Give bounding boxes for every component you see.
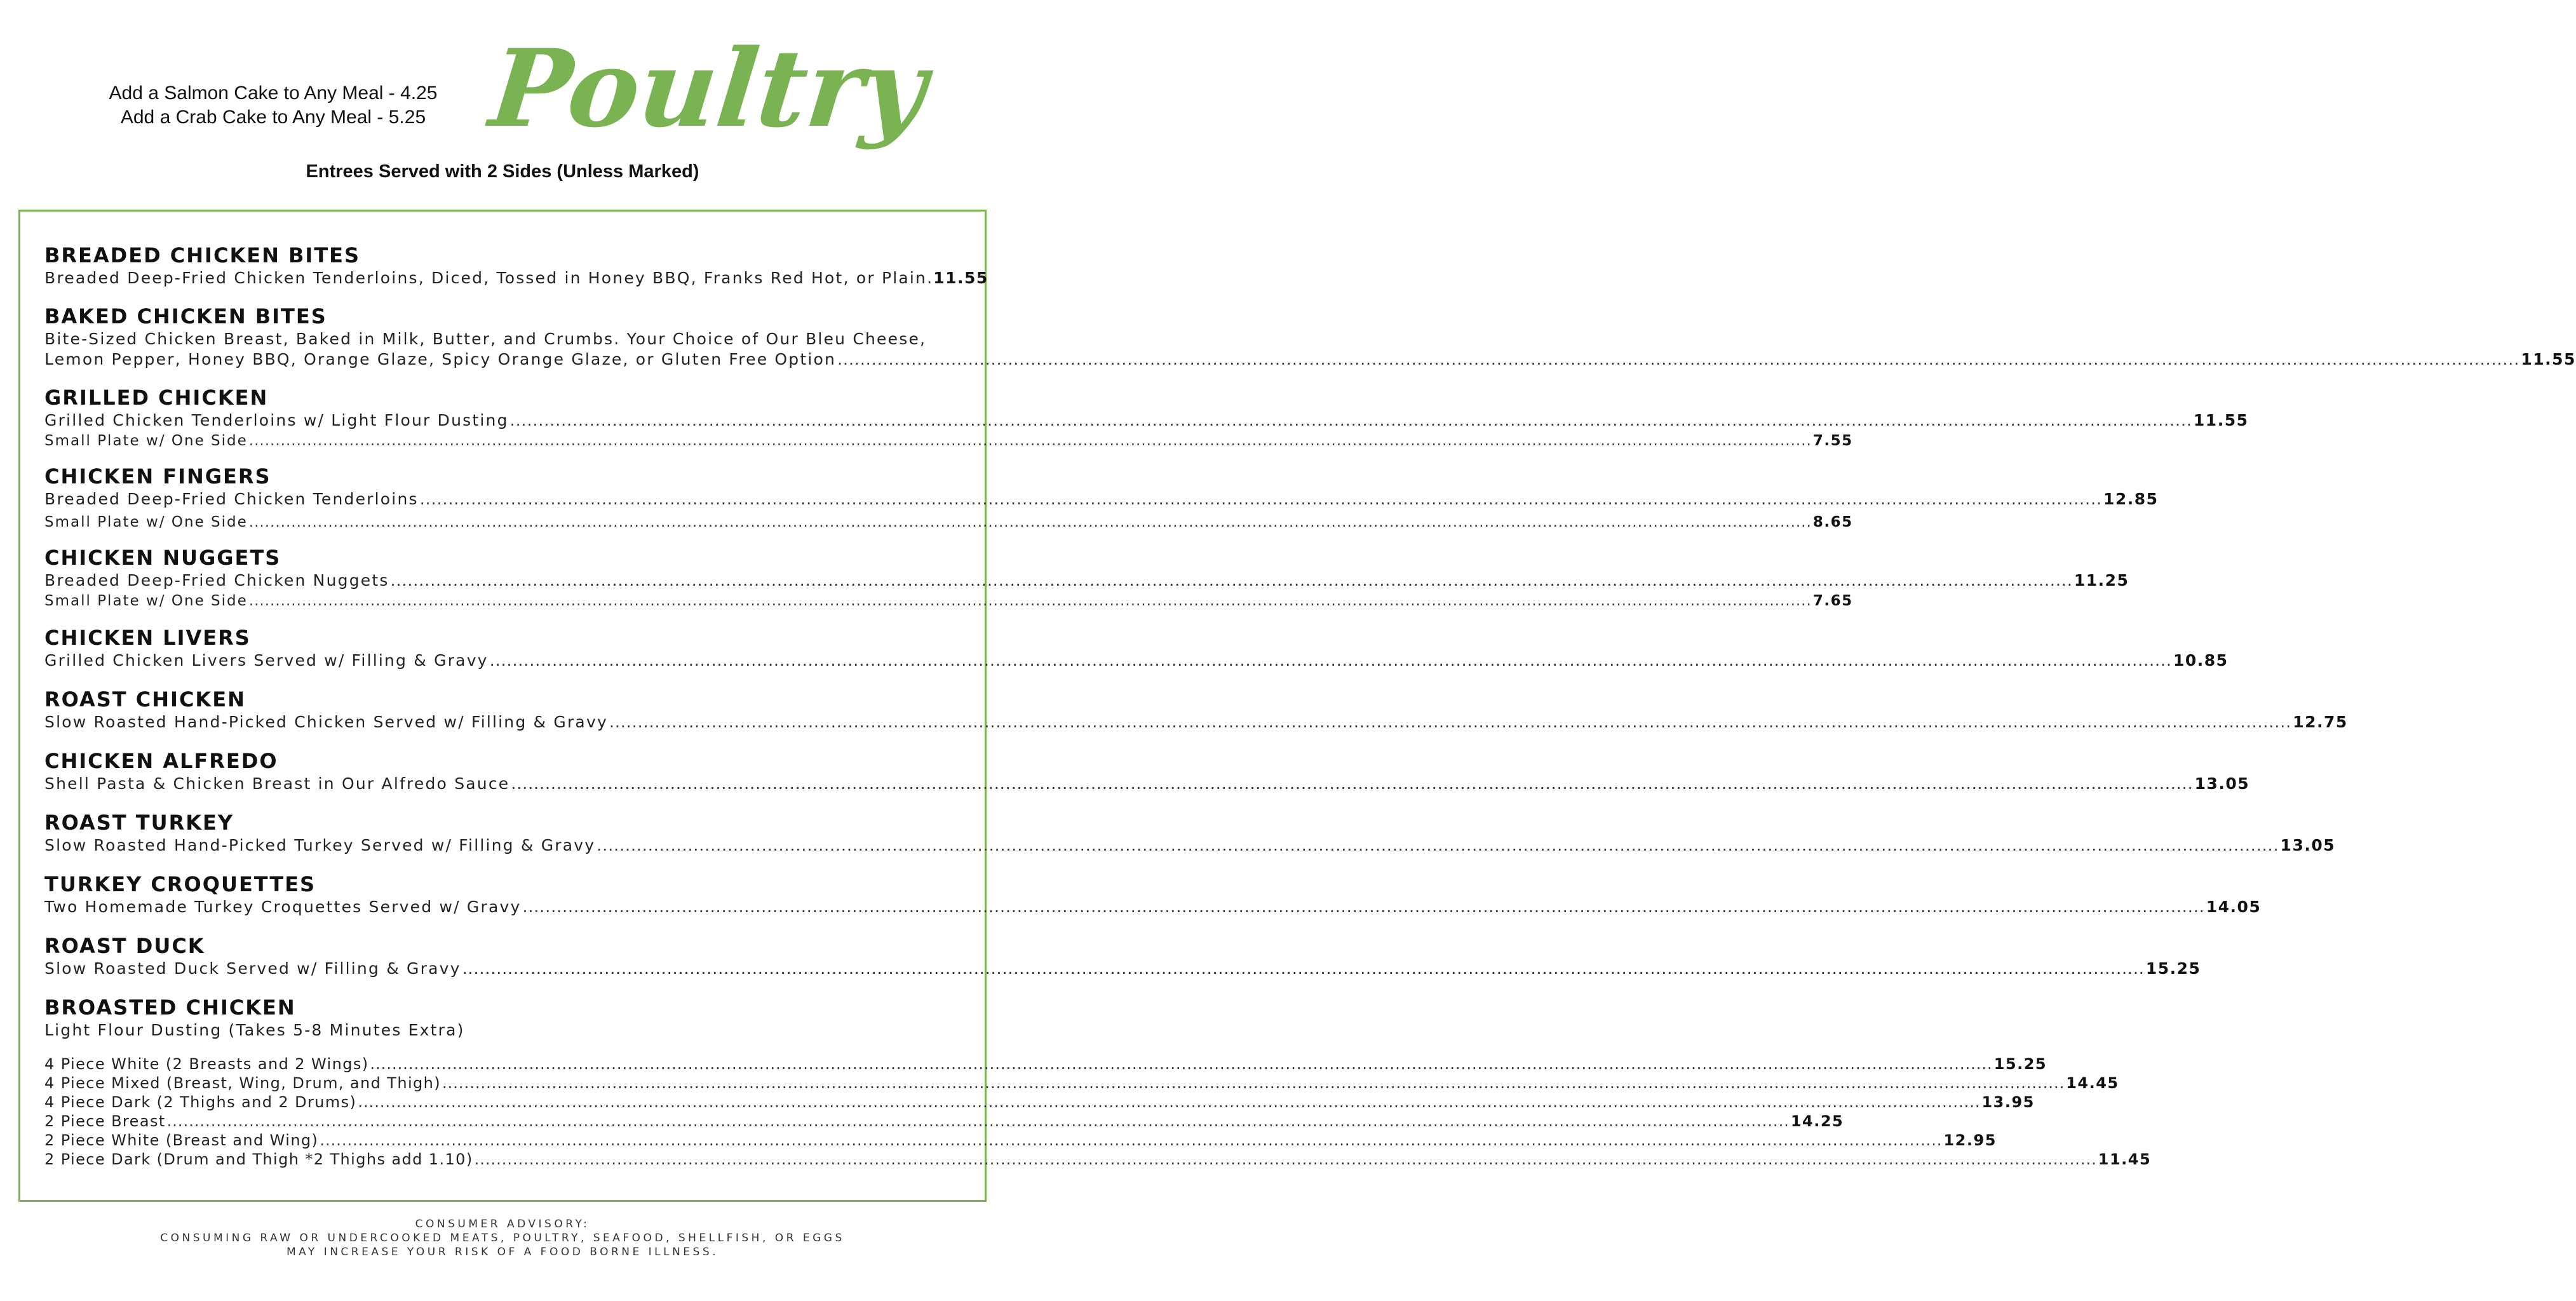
section-breaded-chicken-bites	[44, 243, 988, 288]
item-price: 10.85	[2173, 651, 2229, 670]
section-chicken-livers	[44, 625, 2229, 671]
item-description: Breaded Deep-Fried Chicken Nuggets	[44, 571, 389, 590]
dot-leader	[167, 1112, 1790, 1131]
page-title	[484, 18, 933, 170]
item-price: 11.45	[2098, 1150, 2152, 1168]
item-description: 4 Piece Mixed (Breast, Wing, Drum, and Thigh)	[44, 1074, 442, 1092]
item-price: 15.25	[2145, 959, 2201, 978]
menu-line	[44, 268, 988, 288]
section-title: ROAST TURKEY	[44, 811, 234, 835]
item-description: Slow Roasted Hand-Picked Chicken Served w/ Filling & Gravy	[44, 713, 608, 731]
section-title: CHICKEN ALFREDO	[44, 749, 278, 773]
dot-leader	[462, 959, 2145, 979]
menu-line	[44, 1112, 1844, 1131]
page-title-text: Poultry	[484, 25, 933, 151]
menu-line	[44, 650, 2229, 671]
item-description: 2 Piece Breast	[44, 1112, 166, 1130]
item-description: 2 Piece White (Breast and Wing)	[44, 1131, 319, 1149]
item-price: 11.55	[2521, 350, 2576, 368]
menu-line	[44, 349, 2576, 370]
section-title: ROAST DUCK	[44, 934, 205, 958]
menu-line	[44, 774, 2250, 794]
section-title: BREADED CHICKEN BITES	[44, 243, 361, 267]
item-price: 7.65	[1812, 593, 1853, 609]
item-description: Breaded Deep-Fried Chicken Tenderloins	[44, 490, 419, 508]
item-price: 13.95	[1981, 1093, 2035, 1111]
addon-salmon-cake: Add a Salmon Cake to Any Meal - 4.25	[109, 83, 438, 104]
menu-line	[44, 1131, 1997, 1150]
item-price: 14.45	[2066, 1074, 2119, 1092]
dot-leader	[420, 489, 2102, 509]
item-description: Grilled Chicken Tenderloins w/ Light Flour Dusting	[44, 411, 509, 429]
dot-leader	[391, 570, 2073, 591]
section-title: BAKED CHICKEN BITES	[44, 304, 327, 328]
section-title: ROAST CHICKEN	[44, 687, 246, 711]
menu-line	[44, 835, 2336, 856]
item-price: 8.65	[1812, 514, 1853, 530]
menu-line	[44, 1074, 2119, 1093]
menu-line	[44, 1055, 2047, 1074]
dot-leader	[490, 650, 2172, 671]
section-roast-turkey	[44, 810, 2336, 856]
item-price: 12.95	[1943, 1131, 1997, 1149]
item-price: 11.55	[933, 269, 988, 287]
section-title: CHICKEN FINGERS	[44, 464, 271, 489]
menu-line	[44, 712, 2348, 732]
dot-leader	[511, 774, 2193, 794]
item-description: Breaded Deep-Fried Chicken Tenderloins, Diced, Tossed in Honey BBQ, Franks Red Hot, or Plain.	[44, 269, 934, 287]
item-description: Small Plate w/ One Side	[44, 593, 248, 609]
section-roast-duck	[44, 933, 2201, 979]
item-price: 13.05	[2194, 774, 2250, 793]
advisory-line: MAY INCREASE YOUR RISK OF A FOOD BORNE ILLNESS.	[286, 1246, 719, 1258]
section-broasted-chicken	[44, 995, 2152, 1169]
item-description: Grilled Chicken Livers Served w/ Filling & Gravy	[44, 651, 489, 670]
dot-leader	[609, 712, 2291, 732]
dot-leader	[475, 1150, 2097, 1169]
item-price: 14.05	[2206, 898, 2262, 916]
section-chicken-nuggets	[44, 545, 2129, 611]
advisory-heading: CONSUMER ADVISORY:	[415, 1218, 590, 1230]
item-price: 7.55	[1812, 433, 1853, 449]
addon-notes	[95, 81, 451, 130]
item-description: Light Flour Dusting (Takes 5-8 Minutes Extra)	[44, 1021, 465, 1039]
item-price: 12.85	[2103, 490, 2159, 508]
section-chicken-alfredo	[44, 748, 2250, 794]
item-price: 13.05	[2280, 836, 2336, 854]
item-description: Two Homemade Turkey Croquettes Served w/ Gravy	[44, 898, 522, 916]
item-description: Small Plate w/ One Side	[44, 433, 248, 449]
dot-leader	[522, 897, 2204, 917]
dot-leader	[249, 512, 1812, 532]
section-baked-chicken-bites	[44, 304, 2576, 370]
section-title: TURKEY CROQUETTES	[44, 872, 316, 896]
item-description: 4 Piece White (2 Breasts and 2 Wings)	[44, 1055, 369, 1073]
section-chicken-fingers	[44, 464, 2159, 532]
item-price: 11.55	[2193, 411, 2249, 429]
section-grilled-chicken	[44, 385, 2249, 451]
advisory-line: CONSUMING RAW OR UNDERCOOKED MEATS, POULTRY, SEAFOOD, SHELLFISH, OR EGGS	[160, 1232, 845, 1244]
menu-line	[44, 897, 2262, 917]
item-description: Bite-Sized Chicken Breast, Baked in Milk, Butter, and Crumbs. Your Choice of Our Bleu Cheese,	[44, 330, 927, 348]
menu-line	[44, 1093, 2035, 1112]
menu-line	[44, 1150, 2152, 1169]
item-price: 15.25	[1993, 1055, 2047, 1073]
item-description: Shell Pasta & Chicken Breast in Our Alfredo Sauce	[44, 774, 510, 793]
menu-line	[44, 570, 2129, 591]
section-turkey-croquettes	[44, 872, 2262, 917]
section-title: CHICKEN NUGGETS	[44, 546, 281, 570]
menu-line	[44, 489, 2159, 509]
section-title: BROASTED CHICKEN	[44, 995, 296, 1020]
item-price: 14.25	[1790, 1112, 1844, 1130]
section-title: GRILLED CHICKEN	[44, 386, 269, 410]
consumer-advisory	[0, 1217, 1005, 1259]
addon-crab-cake: Add a Crab Cake to Any Meal - 5.25	[120, 107, 426, 128]
item-description: Slow Roasted Duck Served w/ Filling & Gravy	[44, 959, 461, 978]
menu-line	[44, 591, 1853, 611]
dot-leader	[510, 410, 2192, 431]
dot-leader	[249, 431, 1812, 451]
menu-line	[44, 431, 1853, 451]
item-description: Lemon Pepper, Honey BBQ, Orange Glaze, Spicy Orange Glaze, or Gluten Free Option	[44, 350, 837, 368]
item-description: Small Plate w/ One Side	[44, 514, 248, 530]
dot-leader	[442, 1074, 2065, 1093]
menu-line	[44, 959, 2201, 979]
menu-line	[44, 512, 1853, 532]
item-description: 4 Piece Dark (2 Thighs and 2 Drums)	[44, 1093, 357, 1111]
item-price: 12.75	[2293, 713, 2348, 731]
item-price: 11.25	[2074, 571, 2129, 590]
dot-leader	[249, 591, 1812, 611]
dot-leader	[370, 1055, 1993, 1074]
section-roast-chicken	[44, 687, 2348, 732]
dot-leader	[358, 1093, 1980, 1112]
item-description: Slow Roasted Hand-Picked Turkey Served w/ Filling & Gravy	[44, 836, 596, 854]
item-description: 2 Piece Dark (Drum and Thigh *2 Thighs add 1.10)	[44, 1150, 473, 1168]
dot-leader	[837, 349, 2519, 370]
dot-leader	[320, 1131, 1942, 1150]
dot-leader	[597, 835, 2279, 856]
section-title: CHICKEN LIVERS	[44, 626, 251, 650]
sides-note: Entrees Served with 2 Sides (Unless Marked)	[306, 161, 699, 182]
menu-line	[44, 410, 2249, 431]
